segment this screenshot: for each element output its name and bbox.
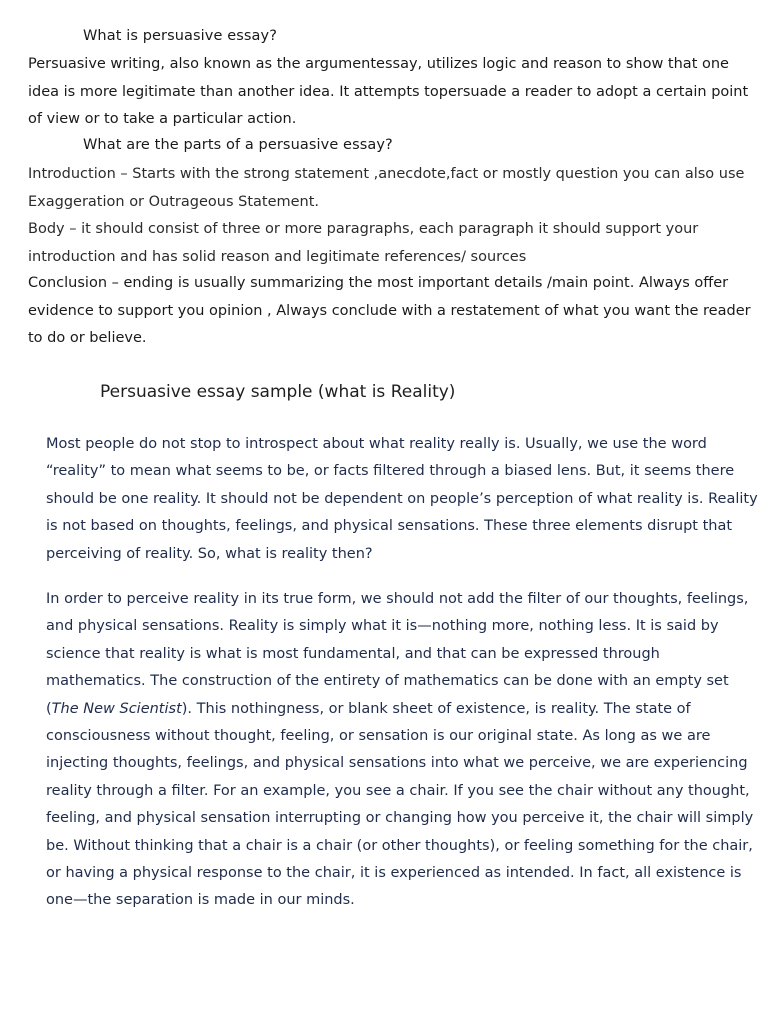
definition-paragraph: Persuasive writing, also known as the argumentessay, utilizes logic and reason to show that one idea is more legitimate than another idea. It attempts topersuade a reader to adopt a certain point of view or to take a particular action.: [28, 56, 749, 127]
essay-paragraph-1: Most people do not stop to introspect about what reality really is. Usually, we use the word “reality” to mean what seems to be, or facts filtered through a biased lens. But, it seems there should be one reality. It should not be dependent on people’s perception of what reality is. Reality is not based on thoughts, feelings, and physical sensations. These three elements disrupt that perceiving of reality. So, what is reality then?: [46, 436, 758, 562]
essay-paragraph-2: [46, 586, 758, 915]
body-part: Body – it should consist of three or more paragraphs, each paragraph it should support your introduction and has solid reason and legitimate references/ sources: [28, 221, 699, 265]
essay-paragraph-2-part-b: ). This nothingness, or blank sheet of existence, is reality. The state of consciousness without thought, feeling, or sensation is our original state. As long as we are injecting thoughts, feelings, and physical sensations into what we perceive, we are experiencing reality through a filter. For an example, you see a chair. If you see the chair without any thought, feeling, and physical sensation interrupting or changing how you perceive it, the chair will simply be. Without thinking that a chair is a chair (or other thoughts), or feeling something for the chair, or having a physical response to the chair, it is experienced as intended. In fact, all existence is one—the separation is made in our minds.: [46, 700, 754, 909]
citation-new-scientist: The New Scientist: [51, 700, 182, 717]
question-heading-1: What is persuasive essay?: [83, 28, 278, 44]
conclusion-part: Conclusion – ending is usually summarizing the most important details /main point. Always offer evidence to support you opinion , Always conclude with a restatement of what you want the reader to do or believe.: [28, 275, 751, 346]
introduction-part: Introduction – Starts with the strong statement ,anecdote,fact or mostly question you can also use Exaggeration or Outrageous Statement.: [28, 166, 745, 210]
essay-paragraph-2-part-a: In order to perceive reality in its true form, we should not add the filter of our thoughts, feelings, and physical sensations. Reality is simply what it is—nothing more, nothing less. It is said by science that reality is what is most fundamental, and that can be expressed through mathematics. The construction of the entirety of mathematics can be done with an empty set (: [46, 591, 749, 717]
sample-title: Persuasive essay sample (what is Reality): [100, 382, 456, 402]
question-heading-2: What are the parts of a persuasive essay?: [83, 137, 393, 153]
